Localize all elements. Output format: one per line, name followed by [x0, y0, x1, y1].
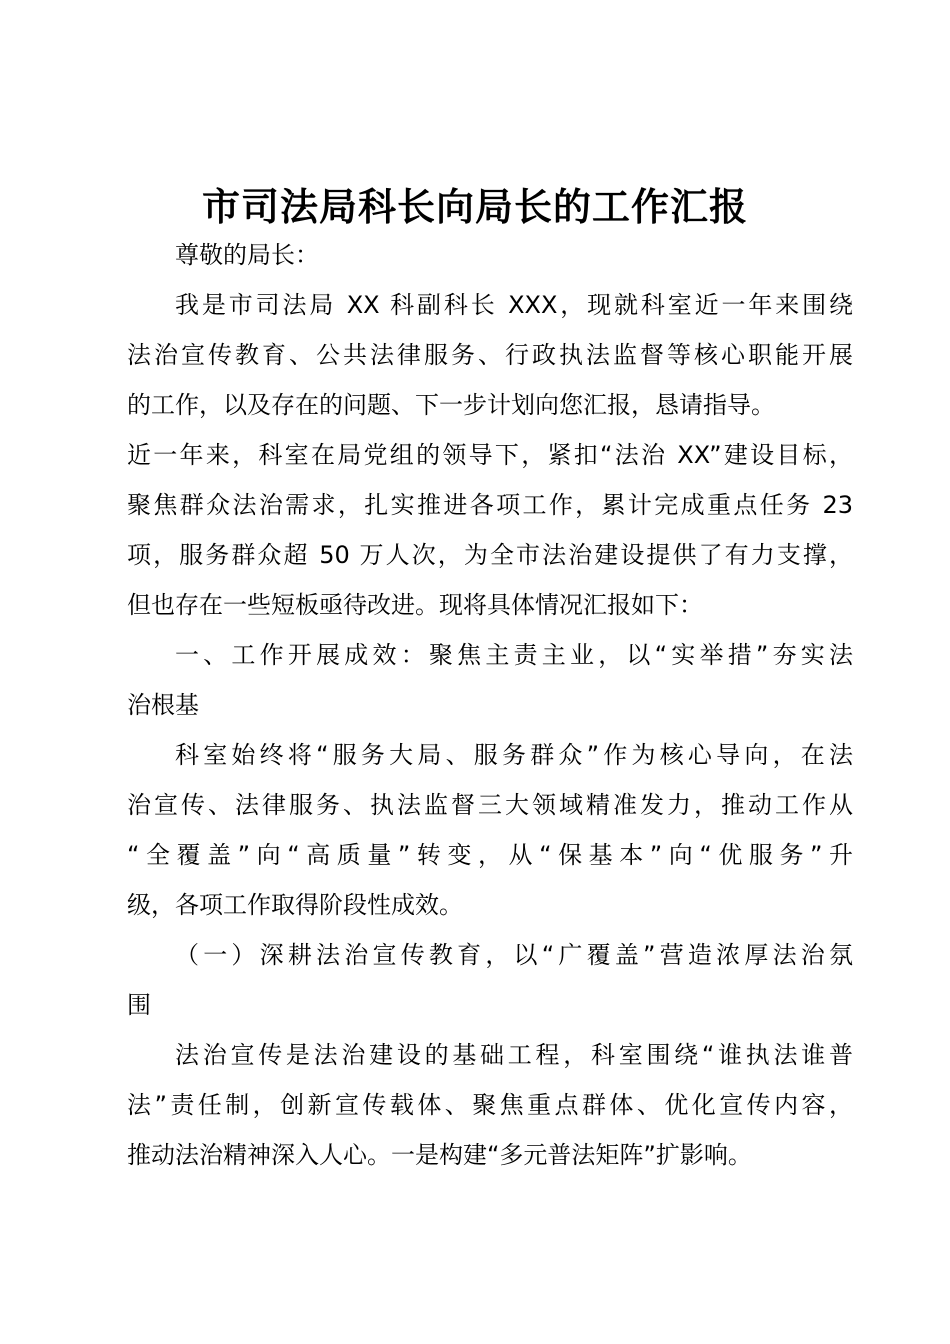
document-body	[127, 230, 853, 1180]
text-line: 一、工作开展成效：聚焦主责主业，以“实举措”夯实法	[175, 641, 853, 669]
paragraph	[127, 280, 853, 430]
text-line: 项，服务群众超 50 万人次，为全市法治建设提供了有力支撑，	[127, 541, 853, 569]
text-line: 但也存在一些短板亟待改进。现将具体情况汇报如下：	[127, 591, 703, 619]
text-line: “全覆盖”向“高质量”转变，从“保基本”向“优服务”升	[127, 841, 853, 869]
text-line: 尊敬的局长：	[175, 241, 319, 269]
text-line: 法”责任制，创新宣传载体、聚焦重点群体、优化宣传内容，	[127, 1091, 853, 1119]
text-line: 法治宣传是法治建设的基础工程，科室围绕“谁执法谁普	[175, 1041, 853, 1069]
document-title: 市司法局科长向局长的工作汇报	[201, 185, 748, 229]
paragraph	[127, 430, 853, 630]
text-line: 围	[127, 991, 151, 1019]
text-line: 科室始终将“服务大局、服务群众”作为核心导向，在法	[175, 741, 853, 769]
paragraph	[127, 630, 853, 730]
text-line: 法治宣传教育、公共法律服务、行政执法监督等核心职能开展	[127, 341, 853, 369]
text-line: （一）深耕法治宣传教育，以“广覆盖”营造浓厚法治氛	[175, 941, 853, 969]
text-line: 的工作，以及存在的问题、下一步计划向您汇报，恳请指导。	[127, 391, 775, 419]
text-line: 推动法治精神深入人心。一是构建“多元普法矩阵”扩影响。	[127, 1141, 752, 1169]
paragraph	[127, 230, 853, 280]
text-line: 治根基	[127, 691, 199, 719]
text-line: 近一年来，科室在局党组的领导下，紧扣“法治 XX”建设目标，	[127, 441, 853, 469]
paragraph	[127, 930, 853, 1030]
paragraph	[127, 730, 853, 930]
text-line: 级，各项工作取得阶段性成效。	[127, 891, 463, 919]
text-line: 治宣传、法律服务、执法监督三大领域精准发力，推动工作从	[127, 791, 853, 819]
paragraph	[127, 1030, 853, 1180]
text-line: 我是市司法局 XX 科副科长 XXX，现就科室近一年来围绕	[175, 291, 853, 319]
text-line: 聚焦群众法治需求，扎实推进各项工作，累计完成重点任务 23	[127, 491, 853, 519]
